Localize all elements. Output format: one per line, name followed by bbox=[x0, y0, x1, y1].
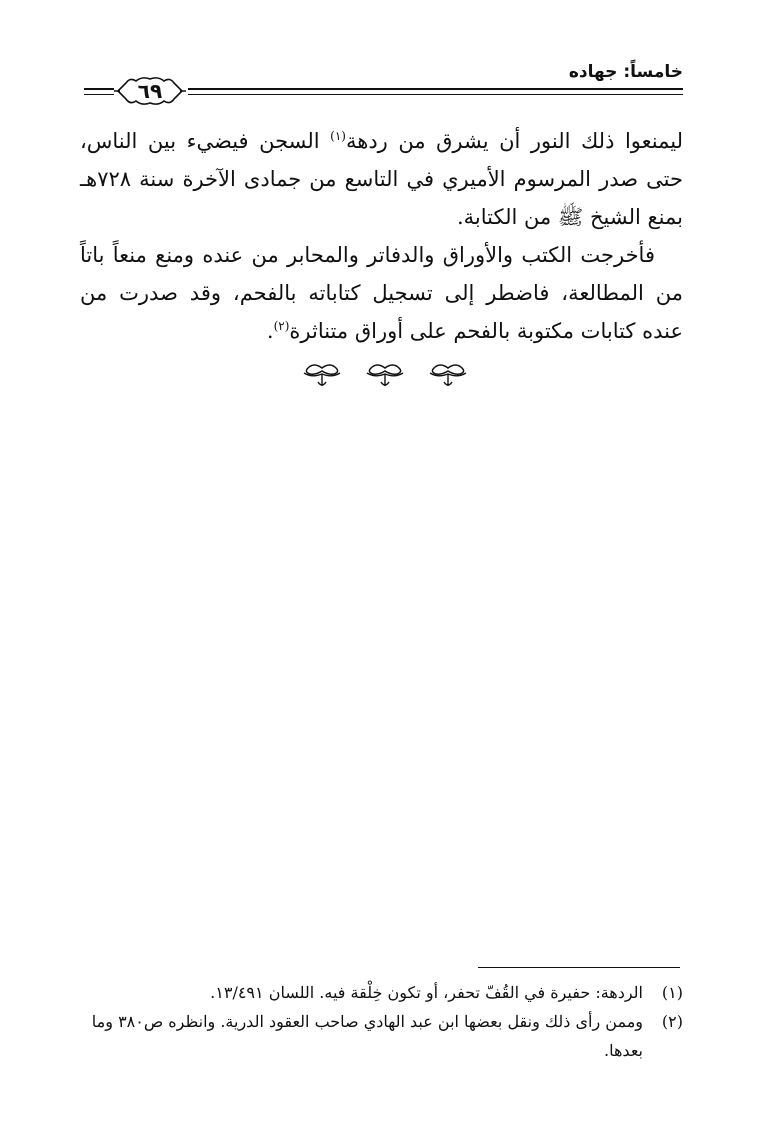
footnote-text: الردهة: حفيرة في القُفّ تحفر، أو تكون خِلْقة فيه. اللسان ١٣/٤٩١. bbox=[210, 983, 643, 1002]
footnote-text: وممن رأى ذلك ونقل بعضها ابن عبد الهادي صاحب العقود الدرية. وانظره ص٣٨٠ وما بعدها. bbox=[91, 1012, 643, 1060]
footnote-ref: (٢) bbox=[273, 319, 290, 333]
header-rule-left-thin bbox=[84, 94, 114, 95]
footnote-marker: (١) bbox=[661, 983, 683, 1002]
header-rule-thin bbox=[188, 94, 683, 95]
main-text bbox=[80, 122, 683, 350]
paragraph bbox=[80, 122, 683, 236]
footnote-ref: (١) bbox=[330, 129, 346, 143]
footnote bbox=[80, 978, 683, 1007]
floral-ornament-icon bbox=[363, 362, 407, 390]
paragraph-text: السجن فيضيء بين الناس، حتى صدر المرسوم الأميري في التاسع من جمادى الآخرة سنة ٧٢٨هـ بمنع الشيخ ﷺ من الكتابة. bbox=[80, 129, 683, 229]
running-title: خامساً: جهاده bbox=[568, 62, 683, 82]
paragraph-text: ليمنعوا ذلك النور أن يشرق من ردهة bbox=[345, 129, 683, 153]
paragraph-text: . bbox=[266, 319, 274, 343]
header-rule-left bbox=[84, 88, 114, 90]
footnotes bbox=[80, 978, 683, 1065]
section-divider bbox=[300, 362, 470, 392]
footnote-separator bbox=[478, 967, 680, 968]
floral-ornament-icon bbox=[300, 362, 344, 390]
paragraph-text: فأخرجت الكتب والأوراق والدفاتر والمحابر من عنده ومنع منعاً باتاً من المطالعة، فاضطر إلى تسجيل كتاباته بالفحم، وقد صدرت من عنده كتابات مكتوبة بالفحم على أوراق متناثرة bbox=[80, 243, 683, 343]
paragraph bbox=[80, 236, 683, 350]
page-number: ٦٩ bbox=[137, 79, 163, 103]
footnote bbox=[80, 1007, 683, 1065]
page-number-frame bbox=[114, 74, 186, 108]
header-rule bbox=[188, 88, 683, 90]
footnote-marker: (٢) bbox=[661, 1012, 683, 1031]
floral-ornament-icon bbox=[426, 362, 470, 390]
